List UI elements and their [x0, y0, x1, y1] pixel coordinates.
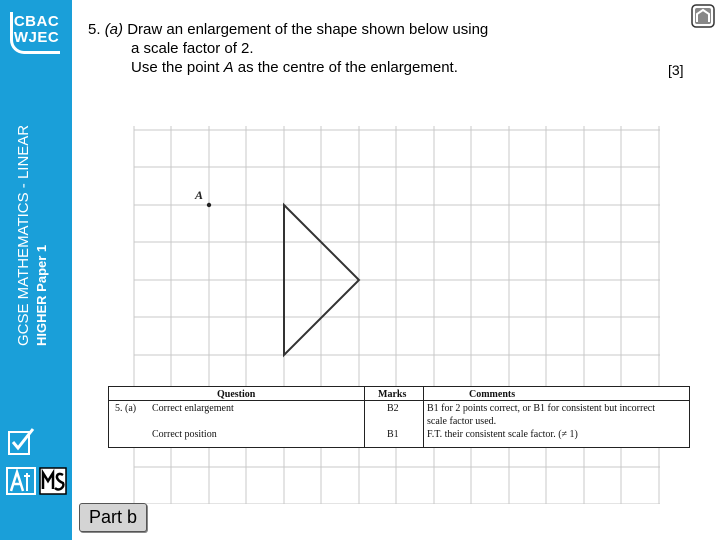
- question-line-3: [88, 58, 488, 77]
- logo-line-1: CBAC: [13, 13, 60, 30]
- row1-question: 5. (a): [115, 403, 137, 414]
- row1-criterion: Correct enlargement: [152, 403, 234, 414]
- row2-criterion: Correct position: [152, 429, 217, 440]
- part-b-button[interactable]: Part b: [79, 503, 147, 532]
- point-a-label: A: [195, 188, 204, 202]
- row1-marks: B2: [387, 403, 399, 414]
- cbac-wjec-logo: [10, 12, 60, 54]
- sidebar: [0, 0, 72, 540]
- course-title: GCSE MATHEMATICS - LINEAR: [15, 124, 32, 346]
- row1-comment-cont: scale factor used.: [427, 416, 497, 427]
- check-notepad-icon[interactable]: [6, 426, 36, 456]
- table-divider: [423, 387, 424, 447]
- table-divider: [364, 387, 365, 447]
- row2-marks: B1: [387, 429, 399, 440]
- question-line-2: a scale factor of 2.: [131, 40, 254, 57]
- line3-post: as the centre of the enlargement.: [233, 59, 458, 76]
- header-question: Question: [217, 389, 256, 400]
- question-text-1: Draw an enlargement of the shape shown below using: [127, 21, 489, 38]
- line3-pre: Use the point: [131, 59, 224, 76]
- home-icon[interactable]: [690, 3, 716, 29]
- table-header-divider: [109, 400, 689, 401]
- question-part: (a): [104, 21, 124, 38]
- question-line-1: [88, 20, 488, 39]
- mark-scheme-icon[interactable]: [38, 466, 68, 496]
- a-star-icon[interactable]: [6, 466, 36, 496]
- question-number: 5.: [88, 21, 101, 38]
- centre-variable: A: [223, 59, 234, 76]
- question-text: [88, 20, 488, 77]
- mark-scheme-table: [108, 386, 690, 448]
- row1-comment: B1 for 2 points correct, or B1 for consistent but incorrect: [427, 403, 655, 414]
- paper-title: [14, 125, 50, 346]
- row2-comment: F.T. their consistent scale factor. (≠ 1): [427, 429, 578, 440]
- question-marks: [3]: [668, 62, 684, 78]
- header-marks: Marks: [378, 389, 407, 400]
- header-comments: Comments: [469, 389, 516, 400]
- centre-point-a: [207, 203, 211, 207]
- paper-subtitle: HIGHER Paper 1: [34, 244, 49, 346]
- logo-line-2: WJEC: [13, 29, 60, 46]
